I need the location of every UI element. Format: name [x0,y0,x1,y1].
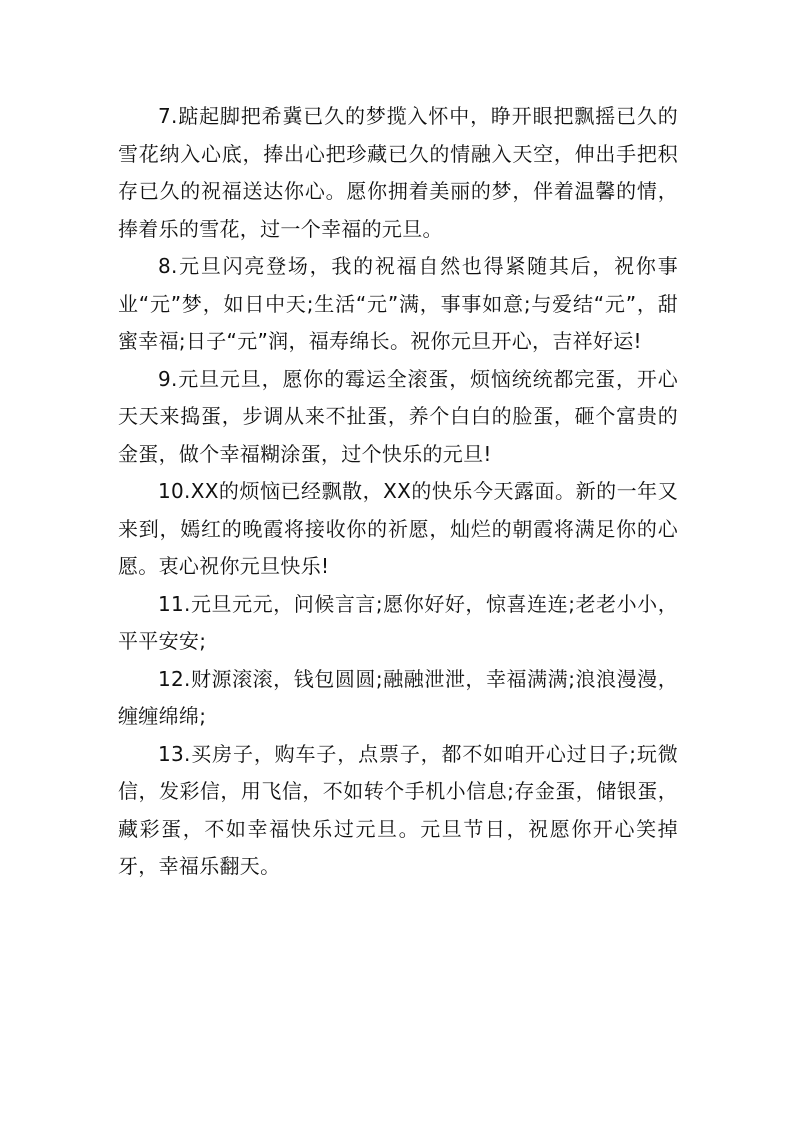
paragraph-11: 11.元旦元元，问候言言;愿你好好，惊喜连连;老老小小，平平安安; [118,591,678,653]
document-body [118,98,678,886]
paragraph-13: 13.买房子，购车子，点票子，都不如咱开心过日子;玩微信，发彩信，用飞信，不如转个手机小信息;存金蛋，储银蛋，藏彩蛋，不如幸福快乐过元旦。元旦节日，祝愿你开心笑掉牙，幸福乐翻天。 [118,741,678,878]
paragraph-7: 7.踮起脚把希冀已久的梦揽入怀中，睁开眼把飘摇已久的雪花纳入心底，捧出心把珍藏已久的情融入天空，伸出手把积存已久的祝福送达你心。愿你拥着美丽的梦，伴着温馨的情，捧着乐的雪花，过一个幸福的元旦。 [118,104,678,241]
paragraph-12: 12.财源滚滚，钱包圆圆;融融泄泄，幸福满满;浪浪漫漫，缠缠绵绵; [118,666,678,728]
paragraph-10: 10.XX的烦恼已经飘散，XX的快乐今天露面。新的一年又来到，嫣红的晚霞将接收你的祈愿，灿烂的朝霞将满足你的心愿。衷心祝你元旦快乐! [118,479,678,578]
paragraph-8: 8.元旦闪亮登场，我的祝福自然也得紧随其后，祝你事业“元”梦，如日中天;生活“元”满，事事如意;与爱结“元”，甜蜜幸福;日子“元”润，福寿绵长。祝你元旦开心，吉祥好运! [118,254,678,353]
paragraph-9: 9.元旦元旦，愿你的霉运全滚蛋，烦恼统统都完蛋，开心天天来捣蛋，步调从来不扯蛋，养个白白的脸蛋，砸个富贵的金蛋，做个幸福糊涂蛋，过个快乐的元旦! [118,366,678,466]
